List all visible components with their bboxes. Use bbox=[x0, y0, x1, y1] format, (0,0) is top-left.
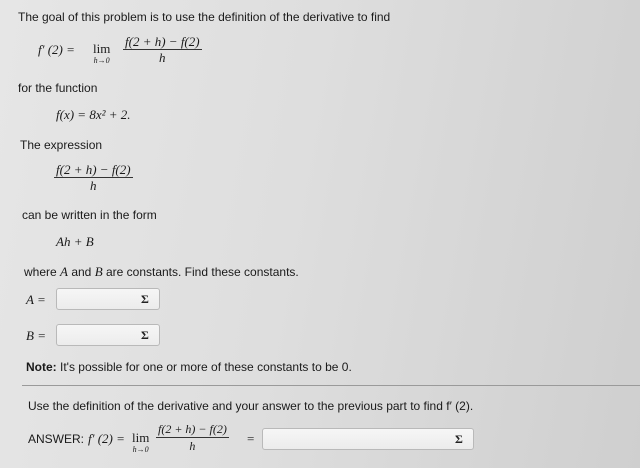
constant-a-symbol: A bbox=[60, 264, 68, 279]
final-fraction-denominator: h bbox=[189, 439, 196, 453]
answer-b-label: B = bbox=[26, 328, 46, 343]
sigma-icon[interactable]: Σ bbox=[141, 328, 149, 342]
equals-sign: = bbox=[247, 431, 255, 446]
limit-word: lim bbox=[93, 41, 111, 56]
where-text: where bbox=[24, 265, 61, 279]
note-body: It's possible for one or more of these constants to be 0. bbox=[56, 360, 352, 374]
fraction-denominator: h bbox=[159, 50, 166, 65]
limit-operator bbox=[93, 42, 110, 65]
limit-subscript: h→0 bbox=[93, 56, 110, 65]
expression-fraction bbox=[54, 162, 133, 194]
final-limit-operator bbox=[132, 431, 149, 454]
section-divider bbox=[22, 385, 640, 386]
final-answer-input[interactable] bbox=[262, 428, 474, 450]
final-derivative-lhs: f′ (2) = bbox=[88, 431, 125, 446]
part2-instruction: Use the definition of the derivative and your answer to the previous part to find f′ (2). bbox=[28, 399, 474, 413]
expression-denominator: h bbox=[90, 178, 97, 193]
constants-text: are constants. Find these constants. bbox=[102, 265, 299, 279]
constant-b-symbol: B bbox=[94, 264, 103, 279]
expression-text: The expression bbox=[20, 138, 103, 152]
answer-b-input[interactable] bbox=[56, 324, 160, 346]
expression-numerator: f(2 + h) − f(2) bbox=[56, 162, 131, 177]
for-function-text: for the function bbox=[18, 81, 98, 95]
final-difference-quotient bbox=[156, 422, 229, 454]
fraction-numerator: f(2 + h) − f(2) bbox=[125, 34, 200, 49]
answer-a-input[interactable] bbox=[56, 288, 160, 310]
final-limit-subscript: h→0 bbox=[132, 445, 149, 454]
sigma-icon[interactable]: Σ bbox=[141, 292, 149, 306]
sigma-icon[interactable]: Σ bbox=[455, 432, 463, 446]
and-text: and bbox=[67, 265, 95, 279]
derivative-lhs: f′ (2) = bbox=[38, 42, 75, 57]
written-form-text: can be written in the form bbox=[22, 208, 157, 222]
final-fraction-numerator: f(2 + h) − f(2) bbox=[158, 422, 227, 436]
final-limit-word: lim bbox=[132, 430, 150, 445]
note-text bbox=[26, 360, 352, 374]
function-definition: f(x) = 8x² + 2. bbox=[56, 107, 131, 122]
note-label: Note: bbox=[26, 360, 57, 374]
form-expression: Ah + B bbox=[56, 234, 94, 249]
difference-quotient bbox=[123, 34, 202, 66]
answer-a-label: A = bbox=[26, 292, 46, 307]
intro-text: The goal of this problem is to use the definition of the derivative to find bbox=[18, 10, 391, 24]
constants-instruction bbox=[24, 264, 299, 280]
answer-label: ANSWER: bbox=[28, 432, 85, 446]
